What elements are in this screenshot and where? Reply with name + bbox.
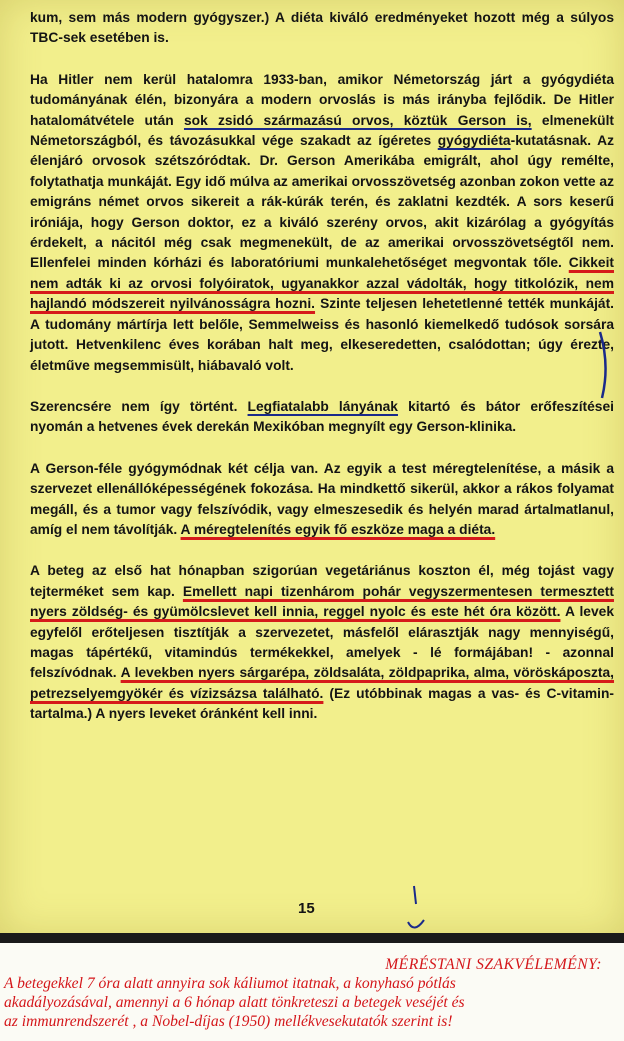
underlined-phrase: A méregtelenítés egyik fő eszköze maga a diéta. (180, 521, 496, 537)
book-text (30, 8, 614, 746)
underlined-phrase: gyógydiéta (437, 133, 511, 149)
paragraph-4: A Gerson-féle gyógymódnak két célja van. Az egyik a test méregtelenítése, a másik a szervezet ellenállóképességének fokozása. Ha mindkettő sikerül, akkor a rákos folyamat megáll, és a tumor vagy felszívódik, vagy elmeszesedik és helyén marad ártalmatlanul, amíg el nem távolítják. A méregtelenítés egyik fő eszköze maga a diéta. (30, 460, 614, 537)
opinion-line: A betegekkel 7 óra alatt annyira sok káliumot itatnak, a konyhasó pótlás (4, 975, 456, 992)
paragraph-2: Ha Hitler nem kerül hatalomra 1933-ban, amikor Németország járt a gyógydiéta tudományának élén, bizonyára a modern orvoslás is más irányba fejlődik. De Hitler hatalomátvétele után sok zsidó származású orvos, köztük Gerson is, elmenekült Németországból, és távozásukkal vége szakadt az ígéretes gyógydiéta-kutatásnak. Az élenjáró orvosok szétszóródtak. Dr. Gerson Amerikába emigrált, ahol úgy remélte, folytathatja munkáját. Egy idő múlva az amerikai orvosszövetség azonban zokon vette az emigráns német orvos sikereit a rák-kúrák terén, és zaklatni kezdték. A sors keserű iróniája, hogy Gerson doktor, ez a kiváló szerény orvos, akit kizárólag a gyógyítás érdekelt, a nácitól még csak megmenekült, de az amerikai orvosszövetségtől nem. Ellenfelei minden kórházi és laboratóriumi munkalehetőséget megvontak tőle. Cikkeit nem adták ki az orvosi folyóiratok, ugyanakkor azzal vádolták, hogy titkolózik, nem hajlandó módszereit nyilvánosságra hozni. Szinte teljesen lehetetlenné tették munkáját. A tudomány mártírja lett belőle, Semmelweiss és hasonló kiemelkedő tudósok sorsára jutott. Hetvenkilenc éves korában halt meg, elkeseredetten, csalódottan; úgy érezte, életműve megsemmisült, hiábavaló volt. (30, 71, 615, 373)
underlined-phrase: Legfiatalabb lányának (247, 398, 398, 414)
expert-opinion-annotation (4, 955, 620, 1031)
paragraph-3: Szerencsére nem így történt. Legfiatalabb lányának kitartó és bátor erőfeszítései nyomán a hetvenes évek derekán Mexikóban megnyílt egy Gerson-klinika. (30, 398, 614, 435)
page-bottom-divider (0, 933, 624, 943)
underlined-phrase: sok zsidó származású orvos, köztük Gerson is, (183, 112, 532, 128)
underlined-phrase: Emellett napi tizenhárom pohár vegyszermentesen termesztett nyers zöldség- és gyümölcslevet kell innia, reggel nyolc és este hét óra között. (30, 583, 614, 620)
page-number: 15 (298, 900, 315, 917)
opinion-line: akadályozásával, amennyi a 6 hónap alatt tönkreteszi a betegek veséjét és (4, 994, 465, 1011)
underlined-phrase: Cikkeit nem adták ki az orvosi folyóiratok, ugyanakkor azzal vádolták, hogy titkolózik, nem hajlandó módszereit nyilvánosságra hozni. (30, 255, 614, 312)
opinion-title: MÉRÉSTANI SZAKVÉLEMÉNY: (385, 956, 602, 973)
underlined-phrase: A levekben nyers sárgarépa, zöldsaláta, zöldpaprika, alma, vöröskáposzta, petrezselyemgyökér és vízizsázsa található. (30, 665, 615, 701)
margin-bracket-icon (596, 330, 616, 400)
opinion-line: az immunrendszerét , a Nobel-díjas (1950) mellékvesekutatók szerint is! (4, 1013, 453, 1030)
paragraph-1: kum, sem más modern gyógyszer.) A diéta kiváló eredményeket hozott még a súlyos TBC-sek esetében is. (30, 10, 614, 46)
paragraph-5: A beteg az első hat hónapban szigorúan vegetáriánus koszton él, még tojást vagy tejterméket sem kap. Emellett napi tizenhárom pohár vegyszermentesen termesztett nyers zöldség- és gyümölcslevet kell innia, reggel nyolc és este hét óra között. A levek egyfelől erőteljesen tisztítják a szervezetet, másfelől elárasztják nagy mennyiségű, magas tápértékű, vitamindús termékekkel, amelyek - lé formájában! - azonnal felszívódnak. A levekben nyers sárgarépa, zöldsaláta, zöldpaprika, alma, vöröskáposzta, petrezselyemgyökér és vízizsázsa található. (Ez utóbbinak magas a vas- és C-vitamin-tartalma.) A nyers leveket óránként kell inni. (30, 563, 615, 722)
margin-tick-icon (402, 882, 432, 937)
